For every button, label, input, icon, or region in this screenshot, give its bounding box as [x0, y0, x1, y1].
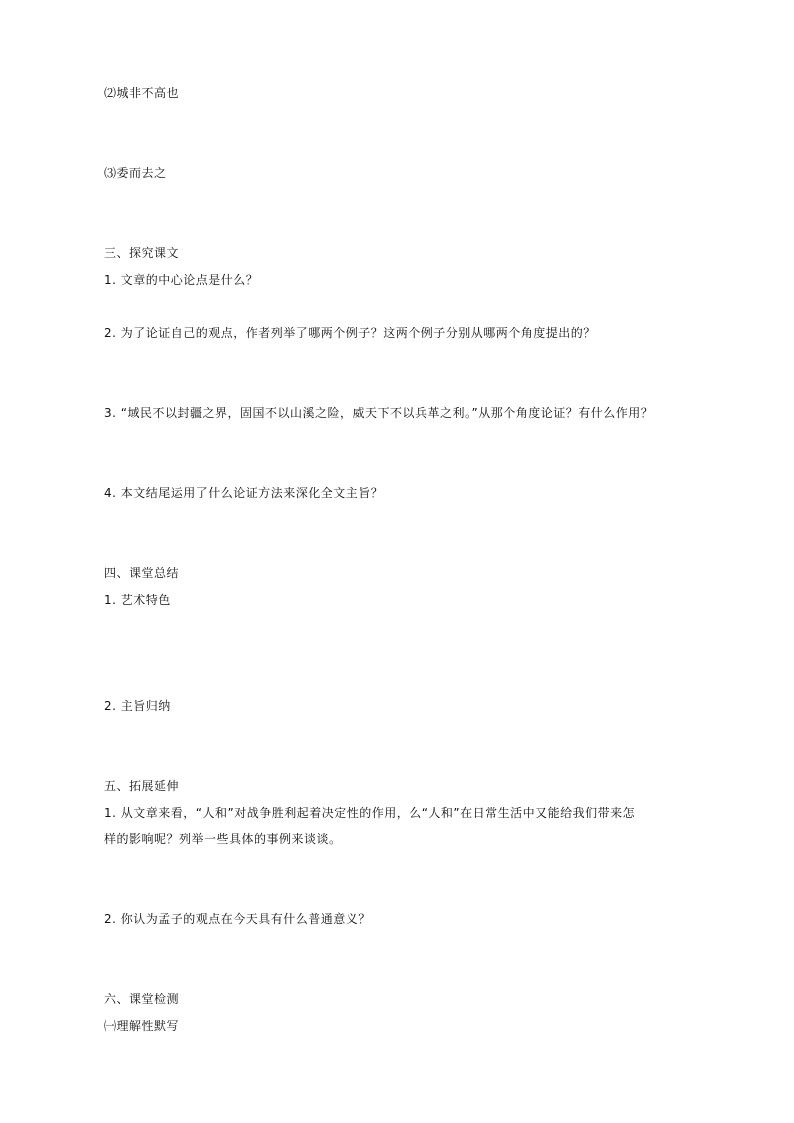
item-3: ⑶委而去之: [104, 166, 167, 180]
section-4-title: 四、课堂总结: [104, 566, 180, 580]
section-6-title: 六、课堂检测: [104, 992, 180, 1006]
section-4-item-2: 2. 主旨归纳: [104, 699, 171, 713]
section-5-title: 五、拓展延伸: [104, 779, 180, 793]
section-5-question-1-line-1: 1. 从文章来看，“人和”对战争胜利起着决定性的作用，么“人和”在日常生活中又能给我们带来怎: [104, 806, 636, 820]
section-3-question-1: 1. 文章的中心论点是什么？: [104, 273, 259, 287]
section-5-question-1-line-2: 样的影响呢？列举一些具体的事例来谈谈。: [104, 832, 342, 846]
section-3-title: 三、探究课文: [104, 246, 180, 260]
section-3-question-3: 3. “域民不以封疆之界，固国不以山溪之险，威天下不以兵革之利。”从那个角度论证？有什么作用？: [104, 406, 654, 420]
section-6-subsection-1: ㈠理解性默写: [104, 1019, 180, 1033]
section-3-question-2: 2. 为了论证自己的观点，作者列举了哪两个例子？这两个例子分别从哪两个角度提出的？: [104, 326, 596, 340]
item-2: ⑵城非不高也: [104, 86, 180, 100]
section-5-question-2: 2. 你认为孟子的观点在今天具有什么普通意义？: [104, 912, 371, 926]
section-4-item-1: 1. 艺术特色: [104, 593, 171, 607]
section-3-question-4: 4. 本文结尾运用了什么论证方法来深化全文主旨？: [104, 486, 384, 500]
